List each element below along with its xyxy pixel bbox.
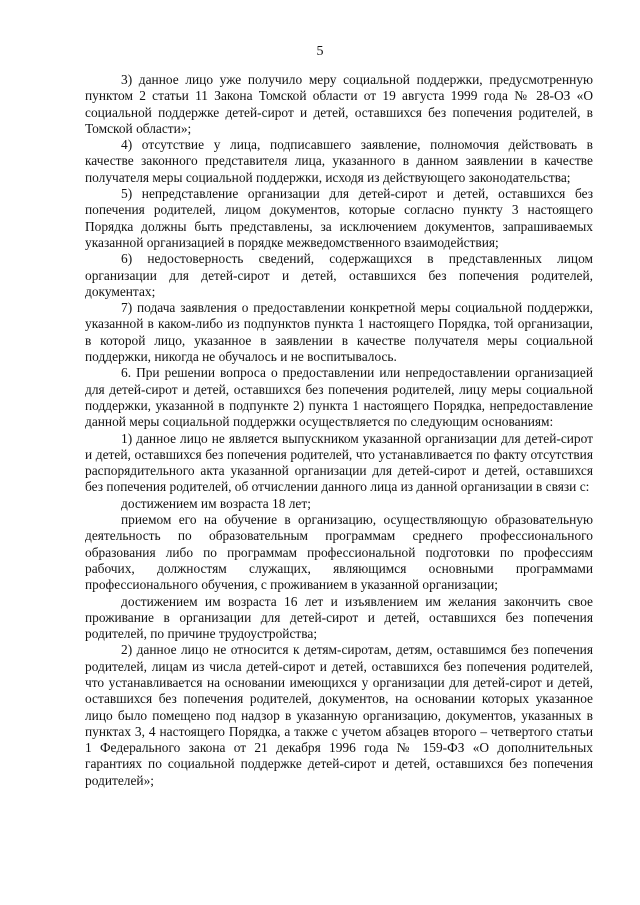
paragraph-subitem-1: 1) данное лицо не является выпускником указанной организации для детей-сирот и детей, оставшихся без попечения родителей, что устанавливается по факту отсутствия распорядительного акта указанной организации для детей-сирот и детей, оставшихся без попечения родителей, об отчислении данного лица из данной организации в связи с: — [85, 430, 593, 495]
paragraph-item-7: 7) подача заявления о предоставлении конкретной меры социальной поддержки, указанной в каком-либо из подпунктов пункта 1 настоящего Порядка, той организации, в которой лицо, указанное в заявлении в качестве получателя меры социальной поддержки, никогда не обучалось и не воспитывалось. — [85, 300, 593, 365]
paragraph-clause-6: 6. При решении вопроса о предоставлении или непредоставлении организацией для детей-сирот и детей, оставшихся без попечения родителей, лицу меры социальной поддержки, указанной в подпункте 2) пункта 1 настоящего Порядка, непредоставление данной меры социальной поддержки осуществляется по следующим основаниям: — [85, 365, 593, 430]
paragraph-reason-age-16: достижением им возраста 16 лет и изъявлением им желания закончить свое проживание в организации для детей-сирот и детей, оставшихся без попечения родителей, по причине трудоустройства; — [85, 593, 593, 642]
paragraph-subitem-2: 2) данное лицо не относится к детям-сиротам, детям, оставшимся без попечения родителей, лицам из числа детей-сирот и детей, оставшихся без попечения родителей, что устанавливается на основании имеющихся у организации для детей-сирот и детей, оставшихся без попечения родителей, документов, на основании которых указанное лицо было помещено под надзор в указанную организацию, документов, указанных в пунктах 3, 4 настоящего Порядка, а также с учетом абзацев второго – четвертого статьи 1 Федерального закона от 21 декабря 1996 года № 159-ФЗ «О дополнительных гарантиях по социальной поддержке детей-сирот и детей, оставшихся без попечения родителей»; — [85, 642, 593, 788]
page-number: 5 — [316, 44, 324, 59]
paragraph-reason-education: приемом его на обучение в организацию, осуществляющую образовательную деятельность по образовательным программам среднего профессионального образования либо по программам профессиональной подготовки по профессиям рабочих, должностям служащих, являющимся основными программами профессионального обучения, с проживанием в указанной организации; — [85, 512, 593, 593]
paragraph-item-3: 3) данное лицо уже получило меру социальной поддержки, предусмотренную пунктом 2 статьи 11 Закона Томской области от 19 августа 1999 года № 28-ОЗ «О социальной поддержке детей-сирот и детей, оставшихся без попечения родителей, в Томской области»; — [85, 72, 593, 136]
document-body — [85, 72, 593, 789]
paragraph-reason-age-18: достижением им возраста 18 лет; — [121, 495, 311, 511]
paragraph-item-6: 6) недостоверность сведений, содержащихся в представленных лицом организации для детей-сирот и детей, оставшихся без попечения родителей, документах; — [85, 251, 593, 299]
paragraph-item-5: 5) непредставление организации для детей-сирот и детей, оставшихся без попечения родителей, лицом документов, которые согласно пункту 3 настоящего Порядка должны быть представлены, за исключением документов, запрашиваемых указанной организацией в порядке межведомственного взаимодействия; — [85, 186, 593, 250]
paragraph-item-4: 4) отсутствие у лица, подписавшего заявление, полномочия действовать в качестве законного представителя лица, указанного в данном заявлении в качестве получателя меры социальной поддержки, исходя из действующего законодательства; — [85, 137, 593, 185]
